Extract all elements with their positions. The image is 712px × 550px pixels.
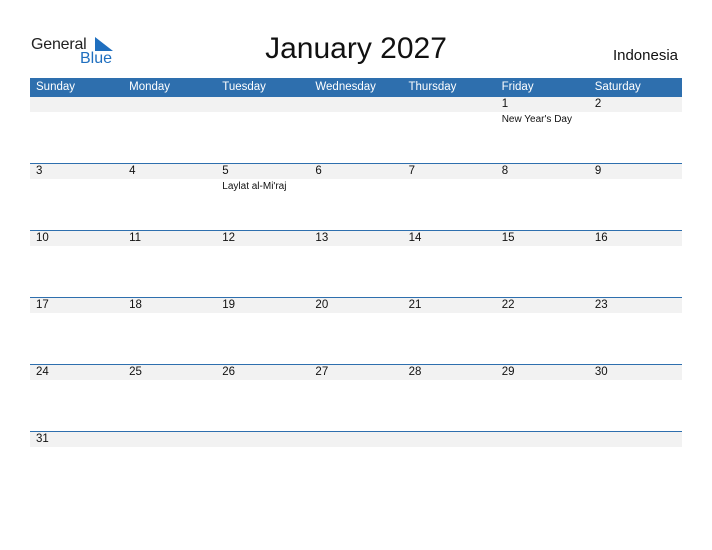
day-cell <box>309 432 402 498</box>
day-number: 21 <box>408 299 422 311</box>
week-row <box>30 96 682 163</box>
day-number: 14 <box>408 232 422 244</box>
day-number: 29 <box>501 366 515 378</box>
day-cell <box>123 432 216 498</box>
day-cell <box>216 97 309 163</box>
day-cell <box>30 97 123 163</box>
day-cell <box>123 164 216 230</box>
weekday-thursday: Thursday <box>408 81 457 93</box>
day-number: 7 <box>408 165 415 177</box>
day-cell <box>496 365 589 431</box>
day-number: 30 <box>594 366 608 378</box>
day-cell <box>403 164 496 230</box>
day-cell <box>309 97 402 163</box>
weekday-sunday: Sunday <box>36 81 76 93</box>
day-number: 12 <box>222 232 236 244</box>
day-cell <box>589 231 682 297</box>
day-cell <box>216 298 309 364</box>
day-number: 15 <box>501 232 515 244</box>
week-row <box>30 431 682 498</box>
day-number: 28 <box>408 366 422 378</box>
day-number: 6 <box>315 165 322 177</box>
day-cell <box>589 164 682 230</box>
holiday-label: New Year's Day <box>501 114 572 125</box>
holiday-label: Laylat al-Mi'raj <box>222 181 287 192</box>
day-cell <box>589 365 682 431</box>
day-number: 2 <box>594 98 602 110</box>
day-number: 1 <box>501 98 509 110</box>
day-cell <box>589 432 682 498</box>
weekday-tuesday: Tuesday <box>222 81 266 93</box>
day-number: 23 <box>594 299 608 311</box>
day-cell <box>30 365 123 431</box>
day-cell <box>30 164 123 230</box>
day-cell <box>309 365 402 431</box>
day-number: 26 <box>222 366 236 378</box>
day-cell <box>216 164 309 230</box>
day-number: 22 <box>501 299 515 311</box>
country-label: Indonesia <box>612 47 678 64</box>
day-cell <box>496 298 589 364</box>
day-cell <box>496 432 589 498</box>
day-number: 17 <box>36 299 49 311</box>
day-cell <box>496 231 589 297</box>
day-cell <box>403 298 496 364</box>
day-cell <box>403 432 496 498</box>
day-cell <box>216 231 309 297</box>
day-cell <box>309 164 402 230</box>
day-cell <box>403 365 496 431</box>
day-number: 24 <box>36 366 49 378</box>
day-cell <box>123 365 216 431</box>
day-number: 19 <box>222 299 236 311</box>
day-number: 5 <box>222 165 229 177</box>
day-number: 11 <box>129 232 142 244</box>
weekday-friday: Friday <box>501 81 534 93</box>
day-number: 10 <box>36 232 49 244</box>
week-row <box>30 364 682 431</box>
day-cell <box>496 97 589 163</box>
day-cell <box>309 298 402 364</box>
day-number: 8 <box>501 165 509 177</box>
day-cell <box>496 164 589 230</box>
day-number: 18 <box>129 299 142 311</box>
day-cell <box>216 432 309 498</box>
day-cell <box>309 231 402 297</box>
day-number: 3 <box>36 165 43 177</box>
weekday-monday: Monday <box>129 81 171 93</box>
weekday-wednesday: Wednesday <box>315 81 376 93</box>
day-cell <box>403 231 496 297</box>
day-number: 9 <box>594 165 602 177</box>
logo-text-general: General <box>31 36 87 53</box>
day-number: 13 <box>315 232 329 244</box>
weekday-header <box>30 78 682 96</box>
day-number: 16 <box>594 232 608 244</box>
day-number: 4 <box>129 165 136 177</box>
day-cell <box>123 298 216 364</box>
weekday-saturday: Saturday <box>594 81 641 93</box>
calendar-title: January 2027 <box>265 32 447 65</box>
week-row <box>30 297 682 364</box>
day-cell <box>30 298 123 364</box>
day-cell <box>123 97 216 163</box>
day-number: 25 <box>129 366 142 378</box>
day-cell <box>216 365 309 431</box>
day-cell <box>30 231 123 297</box>
day-cell <box>123 231 216 297</box>
day-cell <box>589 97 682 163</box>
week-row <box>30 230 682 297</box>
day-number: 27 <box>315 366 329 378</box>
day-number: 20 <box>315 299 329 311</box>
week-row <box>30 163 682 230</box>
day-cell <box>589 298 682 364</box>
logo-text-blue: Blue <box>80 50 113 67</box>
day-cell <box>30 432 123 498</box>
day-cell <box>403 97 496 163</box>
day-number: 31 <box>36 433 49 445</box>
